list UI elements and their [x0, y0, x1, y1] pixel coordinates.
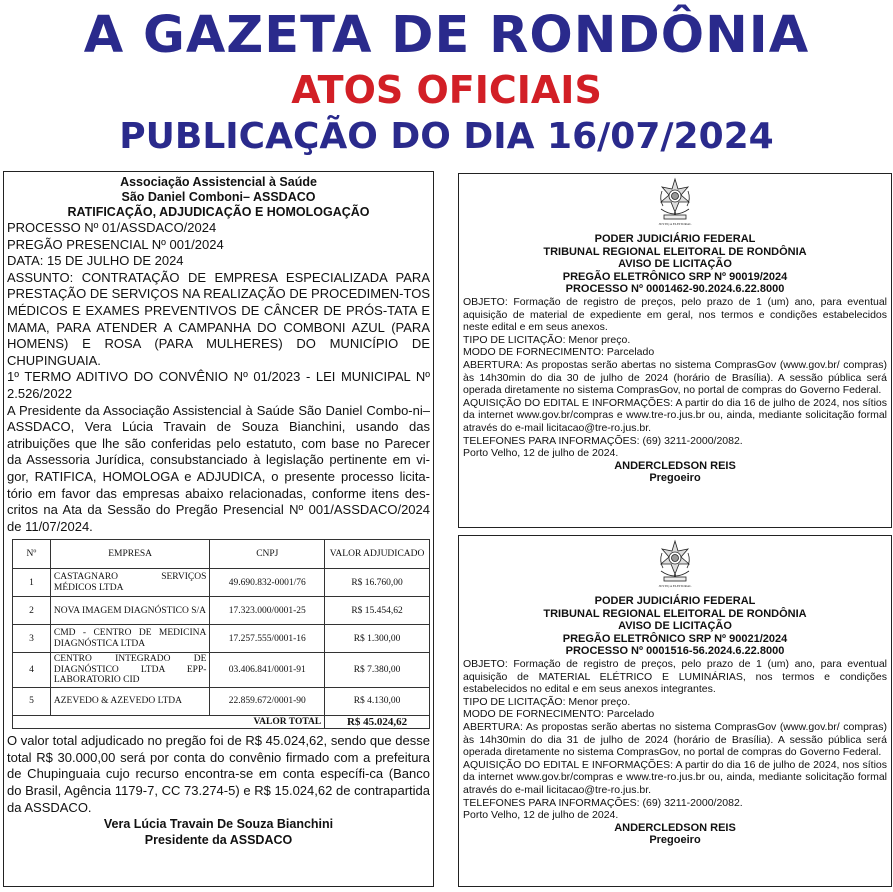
newspaper-title: A GAZETA DE RONDÔNIA	[83, 6, 810, 65]
termo-aditivo-paragraph: 1º TERMO ADITIVO DO CONVÊNIO Nº 01/2023 - LEI MUNICIPAL Nº 2.526/2022	[7, 369, 430, 401]
signer-name: ANDERCLEDSON REIS	[614, 459, 736, 472]
row-valor: R$ 15.454,62	[325, 597, 430, 625]
republic-emblem-icon	[655, 539, 695, 589]
signer-name: ANDERCLEDSON REIS	[614, 821, 736, 834]
notice-h2: TRIBUNAL REGIONAL ELEITORAL DE RONDÔNIA	[543, 607, 807, 620]
tre-notice-90019	[458, 173, 892, 528]
aquisicao-paragraph: AQUISIÇÃO DO EDITAL E INFORMAÇÕES: A partir do dia 16 de julho de 2024, nos sítios da internet www.gov.br/compras e www.tre-ro.jus.br ou, ainda, mediante solicitação formal através do e-mail licitacao@tre-ro.jus.br.	[463, 396, 887, 434]
emblem-caption: JUSTIÇA ELEITORAL	[658, 584, 692, 588]
tipo-line: TIPO DE LICITAÇÃO: Menor preço.	[463, 695, 631, 708]
row-cnpj: 03.406.841/0001-91	[210, 653, 325, 688]
section-title: ATOS OFICIAIS	[291, 68, 602, 112]
row-number: 2	[13, 597, 51, 625]
masthead	[0, 0, 893, 170]
date-line: DATA: 15 DE JULHO DE 2024	[7, 253, 184, 269]
assunto-paragraph: ASSUNTO: CONTRATAÇÃO DE EMPRESA ESPECIALIZADA PARA PRESTAÇÃO DE SERVIÇOS NA REALIZAÇÃO DE PROCEDIMEN-TOS MÉDICOS E EXAMES PREVENTIVOS DE CÂNCER DE PRÓS-TATA E MAMA, PARA ATENDER A CAMPANHA DO COMBONI AZUL (PARA HOMENS) E ROSA (PARA MULHERES) DO MUNICÍPIO DE CHUPINGUAIA.	[7, 269, 430, 368]
table-row	[13, 569, 430, 597]
table-total-row	[13, 715, 430, 729]
row-empresa: CENTRO INTEGRADO DE DIAGNÓSTICO LTDA EPP-LABORATORIO CID	[50, 653, 210, 688]
row-valor: R$ 7.380,00	[325, 653, 430, 688]
tre-notice-90021	[458, 535, 892, 887]
table-row	[13, 597, 430, 625]
total-value: R$ 45.024,62	[325, 715, 430, 729]
processo-line: PROCESSO Nº 01/ASSDACO/2024	[7, 220, 217, 235]
modo-line: MODO DE FORNECIMENTO: Parcelado	[463, 346, 655, 359]
notice-heading: RATIFICAÇÃO, ADJUDICAÇÃO E HOMOLOGAÇÃO	[67, 205, 370, 219]
col-header-valor: VALOR ADJUDICADO	[325, 540, 430, 569]
col-header-cnpj: CNPJ	[210, 540, 325, 569]
assdaco-ratification-notice	[3, 171, 434, 887]
row-cnpj: 17.257.555/0001-16	[210, 625, 325, 653]
org-name-line2: São Daniel Comboni– ASSDACO	[121, 190, 316, 204]
col-header-number: Nº	[13, 540, 51, 569]
notice-h4: PREGÃO ELETRÔNICO SRP Nº 90021/2024	[562, 632, 788, 645]
row-cnpj: 22.859.672/0001-90	[210, 687, 325, 715]
notice-h2: TRIBUNAL REGIONAL ELEITORAL DE RONDÔNIA	[543, 245, 807, 258]
objeto-paragraph: OBJETO: Formação de registro de preços, pelo prazo de 1 (um) ano, para eventual aquisição de MATERIAL ELÉTRICO E LUMINÁRIAS, nos termos e condições estabelecidos no edital e em seus anexos integrantes.	[463, 657, 887, 696]
tipo-line: TIPO DE LICITAÇÃO: Menor preço.	[463, 333, 631, 346]
notice-h3: AVISO DE LICITAÇÃO	[618, 258, 732, 271]
modo-line: MODO DE FORNECIMENTO: Parcelado	[463, 708, 655, 721]
telefones-line: TELEFONES PARA INFORMAÇÕES: (69) 3211-2000/2082.	[463, 796, 743, 809]
notice-h5: PROCESSO Nº 0001516-56.2024.6.22.8000	[565, 645, 785, 658]
row-number: 5	[13, 687, 51, 715]
republic-emblem-icon	[655, 177, 695, 227]
companies-table	[12, 539, 430, 729]
signer-role: Pregoeiro	[649, 834, 701, 847]
row-number: 4	[13, 653, 51, 688]
notice-h5: PROCESSO Nº 0001462-90.2024.6.22.8000	[565, 283, 785, 296]
row-empresa: AZEVEDO & AZEVEDO LTDA	[50, 687, 210, 715]
row-empresa: CASTAGNARO SERVIÇOS MÉDICOS LTDA	[50, 569, 210, 597]
aquisicao-paragraph: AQUISIÇÃO DO EDITAL E INFORMAÇÕES: A partir do dia 16 de julho de 2024, nos sítios da internet www.gov.br/compras e www.tre-ro.jus.br ou, ainda, mediante solicitação formal através do e-mail licitacao@tre-ro.jus.br.	[463, 758, 887, 796]
org-name-line1: Associação Assistencial à Saúde	[120, 175, 317, 189]
abertura-paragraph: ABERTURA: As propostas serão abertas no sistema ComprasGov (www.gov.br/ compras) às 14h30min do dia 31 de julho de 2024 (horário de Brasília). A sessão pública será operada diretamente no sistema ComprasGov, no portal de compras do Governo Federal.	[463, 720, 887, 759]
row-valor: R$ 16.760,00	[325, 569, 430, 597]
signer-role: Presidente da ASSDACO	[144, 833, 293, 848]
col-header-empresa: EMPRESA	[50, 540, 210, 569]
signer-role: Pregoeiro	[649, 472, 701, 485]
pregao-line: PREGÃO PRESENCIAL Nº 001/2024	[7, 236, 224, 252]
abertura-paragraph: ABERTURA: As propostas serão abertas no sistema ComprasGov (www.gov.br/ compras) às 14h30min do dia 30 de julho de 2024 (horário de Brasília). A sessão pública será operada diretamente no sistema ComprasGov, no portal de compras do Governo Federal.	[463, 358, 887, 397]
local-date-line: Porto Velho, 12 de julho de 2024.	[463, 809, 619, 822]
row-valor: R$ 4.130,00	[325, 687, 430, 715]
row-number: 3	[13, 625, 51, 653]
emblem-caption: JUSTIÇA ELEITORAL	[658, 222, 692, 226]
row-cnpj: 49.690.832-0001/76	[210, 569, 325, 597]
table-row	[13, 625, 430, 653]
row-empresa: CMD - CENTRO DE MEDICINA DIAGNÓSTICA LTDA	[50, 625, 210, 653]
objeto-paragraph: OBJETO: Formação de registro de preços, pelo prazo de 1 (um) ano, para eventual aquisição de material de expediente em geral, nos termos e condições estabelecidos neste edital e em seus anexos.	[463, 295, 887, 334]
notice-h1: PODER JUDICIÁRIO FEDERAL	[594, 233, 756, 245]
row-empresa: NOVA IMAGEM DIAGNÓSTICO S/A	[50, 597, 210, 625]
table-header-row	[13, 540, 430, 569]
notice-h4: PREGÃO ELETRÔNICO SRP Nº 90019/2024	[562, 270, 788, 283]
conclusion-paragraph: O valor total adjudicado no pregão foi de R$ 45.024,62, sendo que desse total R$ 30.000,00 será por conta do convênio firmado com a prefeitura de Chupinguaia cujo recurso encontra-se em conta específi-ca (Banco do Brasil, Agência 1179-7, CC 73.274-5) e R$ 15.024,62 de contrapartida da ASSDACO.	[7, 733, 430, 815]
telefones-line: TELEFONES PARA INFORMAÇÕES: (69) 3211-2000/2082.	[463, 434, 743, 447]
table-row	[13, 687, 430, 715]
row-cnpj: 17.323.000/0001-25	[210, 597, 325, 625]
local-date-line: Porto Velho, 12 de julho de 2024.	[463, 447, 619, 460]
notice-h1: PODER JUDICIÁRIO FEDERAL	[594, 595, 756, 607]
row-number: 1	[13, 569, 51, 597]
signer-name: Vera Lúcia Travain De Souza Bianchini	[103, 817, 334, 832]
notice-h3: AVISO DE LICITAÇÃO	[618, 620, 732, 633]
total-label: VALOR TOTAL	[13, 715, 325, 729]
body-paragraph: A Presidente da Associação Assistencial à Saúde São Daniel Combo-ni– ASSDACO, Vera Lúcia Travain de Souza Bianchini, usando das atribuições que lhe são conferidas pelo estatuto, com base no Parecer da Assessoria Jurídica, consubstanciado à legislação pertinente em vi-gor, RATIFICA, HOMOLOGA e ADJUDICA, o presente processo licita-tório em favor das empresas abaixo relacionadas, conforme itens des-critos na Ata da Sessão do Pregão Presencial Nº 001/ASSDACO/2024 de 11/07/2024.	[7, 402, 430, 534]
publication-date: PUBLICAÇÃO DO DIA 16/07/2024	[119, 116, 774, 157]
row-valor: R$ 1.300,00	[325, 625, 430, 653]
table-row	[13, 653, 430, 688]
